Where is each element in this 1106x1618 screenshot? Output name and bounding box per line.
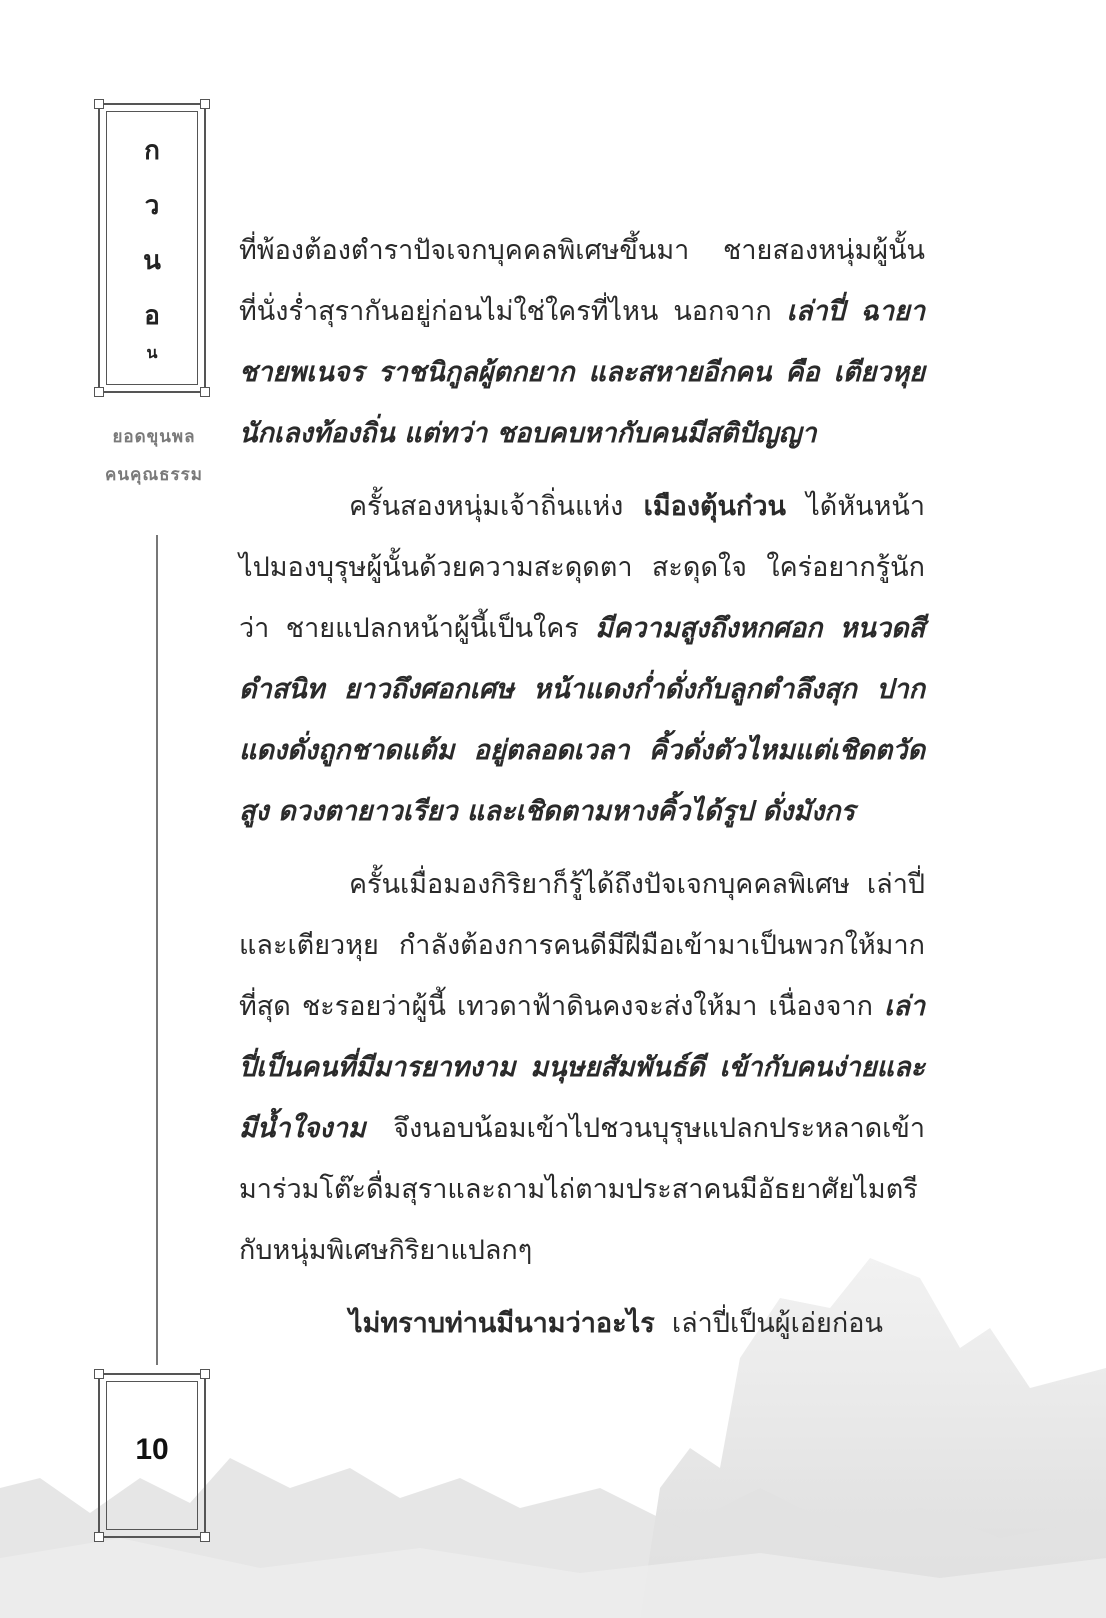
place-name: เมืองตุ้นก๋วน [643, 491, 786, 522]
frame-corner [94, 1369, 104, 1379]
title-char: ว [144, 191, 160, 221]
text-run: จึงนอบน้อมเข้าไปชวนบุรุษแปลกประหลาดเข้ามาร่วมโต๊ะดื่มสุราและถามไถ่ตามประสาคนมีอัธยาศัยไมตรีกับหนุ่มพิเศษกิริยาแปลกๆ [239, 1113, 925, 1266]
text-run: ได้หันหน้าไปมองบุรุษผู้นั้นด้วยความสะดุดตา สะดุดใจ ใคร่อยากรู้นักว่า ชายแปลกหน้าผู้นี้เป็นใคร [239, 491, 925, 644]
text-run: ครั้นสองหนุ่มเจ้าถิ่นแห่ง [349, 491, 644, 522]
text-run-emphasis: มีความสูงถึงหกศอก หนวดสีดำสนิท ยาวถึงศอกเศษ หน้าแดงก่ำดั่งกับลูกตำลึงสุก ปากแดงดั่งถูกชาดแต้ม อยู่ตลอดเวลา คิ้วดั่งตัวไหมแต่เชิดตวัดสูง ดวงตายาวเรียว และเชิดตามหางคิ้วได้รูป ดั่งมังกร [239, 613, 925, 827]
subtitle-line-1: ยอดขุนพล [112, 427, 196, 447]
text-run-emphasis: เล่าปี่ ฉายา ชายพเนจร ราชนิกูลผู้ตกยาก และสหายอีกคน คือ เตียวหุย นักเลงท้องถิ่น แต่ทว่า ชอบคบหากับคนมีสติปัญญา [239, 296, 925, 449]
subtitle-line-2: คนคุณธรรม [105, 465, 203, 485]
text-run: ที่พ้องต้องตำราปัจเจกบุคคลพิเศษขึ้นมา ชายสองหนุ่มผู้นั้น ที่นั่งร่ำสุรากันอยู่ก่อนไม่ใช่ใครที่ไหน นอกจาก [239, 235, 925, 327]
paragraph [239, 220, 925, 464]
title-char: ก [144, 136, 160, 166]
frame-corner [94, 387, 104, 397]
frame-corner [94, 99, 104, 109]
frame-corner [200, 1369, 210, 1379]
title-char: น [143, 246, 161, 276]
paragraph [239, 476, 925, 842]
title-char: น [146, 343, 158, 362]
text-run: ครั้นเมื่อมองกิริยาก็รู้ได้ถึงปัจเจกบุคคลพิเศษ เล่าปี่และเตียวหุย กำลังต้องการคนดีมีฝีมือเข้ามาเป็นพวกให้มากที่สุด ชะรอยว่าผู้นี้ เทวดาฟ้าดินคงจะส่งให้มา เนื่องจาก [239, 869, 925, 1022]
sidebar-vertical-rule [156, 535, 158, 1365]
paragraph [239, 854, 925, 1281]
frame-corner [200, 99, 210, 109]
body-text [239, 220, 925, 1366]
dialogue-text: ไม่ทราบท่านมีนามว่าอะไร [349, 1308, 655, 1339]
book-title-frame [98, 103, 206, 393]
text-run-emphasis: เล่าปี่เป็นคนที่มีมารยาทงาม มนุษยสัมพันธ์ดี เข้ากับคนง่ายและมีน้ำใจงาม [239, 991, 925, 1144]
page-number: 10 [135, 1433, 169, 1466]
page-number-frame [98, 1373, 206, 1538]
frame-corner [200, 1532, 210, 1542]
book-subtitle [92, 418, 216, 494]
frame-corner [200, 387, 210, 397]
title-char: อ [144, 301, 160, 331]
text-run: เล่าปี่เป็นผู้เอ่ยก่อน [654, 1308, 883, 1339]
paragraph [239, 1293, 925, 1354]
frame-corner [94, 1532, 104, 1542]
